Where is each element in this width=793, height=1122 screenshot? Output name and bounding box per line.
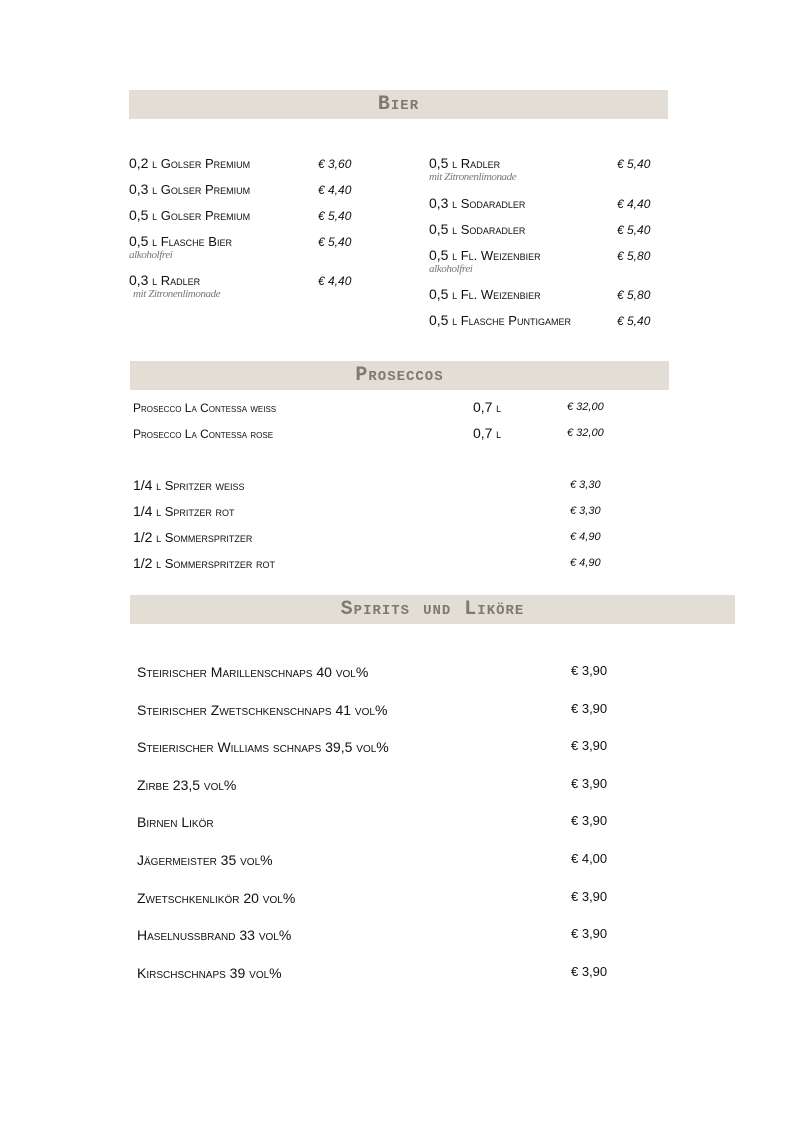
item-name: l Golser Premium [152, 208, 251, 223]
item-quantity: 0,5 [429, 247, 449, 263]
menu-item [129, 234, 232, 249]
item-quantity: 0,5 [129, 233, 149, 249]
item-name: l Spritzer weiß [156, 478, 245, 493]
menu-item [133, 530, 252, 545]
item-quantity: 0,2 [129, 155, 149, 171]
item-quantity: 1/4 [133, 477, 153, 493]
item-price: € 3,90 [571, 776, 608, 791]
item-price: € 5,80 [617, 249, 651, 263]
item-quantity: 1/4 [133, 503, 153, 519]
item-price: € 3,90 [571, 663, 608, 678]
menu-item: Zirbe 23,5 vol% [137, 777, 237, 793]
volume-number: 0,7 [473, 425, 493, 441]
item-name: l Sodaradler [452, 196, 526, 211]
volume-number: 0,7 [473, 399, 493, 415]
item-note: alkoholfrei [129, 249, 173, 261]
item-name: l Sodaradler [452, 222, 526, 237]
item-price: € 3,90 [571, 701, 608, 716]
menu-item [129, 156, 250, 171]
item-price: € 5,80 [617, 288, 651, 302]
menu-item: Zwetschkenlikör 20 vol% [137, 890, 296, 906]
item-price: € 5,40 [318, 209, 352, 223]
item-quantity: 1/2 [133, 555, 153, 571]
item-quantity: 0,5 [429, 221, 449, 237]
item-price: € 4,40 [617, 197, 651, 211]
menu-item [429, 196, 525, 211]
item-price: € 3,30 [570, 479, 601, 491]
item-name: l Radler [452, 156, 501, 171]
item-note: mit Zitronenlimonade [429, 171, 517, 183]
menu-item [129, 182, 250, 197]
volume-unit: l [496, 400, 502, 415]
menu-item [129, 273, 200, 288]
item-price: € 4,40 [318, 183, 352, 197]
item-price: € 3,60 [318, 157, 352, 171]
section-header-bier [129, 90, 668, 119]
item-name: l Flasche Bier [152, 234, 232, 249]
menu-item: Birnen Likör [137, 814, 214, 830]
item-quantity: 0,5 [429, 155, 449, 171]
item-name: l Golser Premium [152, 182, 251, 197]
item-price: € 32,00 [567, 401, 604, 413]
menu-item [429, 222, 525, 237]
section-title: Spirits und Liköre [340, 598, 525, 621]
item-price: € 3,90 [571, 926, 608, 941]
item-quantity: 0,5 [429, 312, 449, 328]
item-price: € 5,40 [617, 223, 651, 237]
item-price: € 4,40 [318, 274, 352, 288]
item-quantity: 0,3 [129, 181, 149, 197]
item-name: l Golser Premium [152, 156, 251, 171]
item-price: € 32,00 [567, 427, 604, 439]
item-price: € 4,90 [570, 531, 601, 543]
item-name: l Flasche Puntigamer [452, 313, 571, 328]
menu-item [133, 478, 245, 493]
menu-item: Steirischer Marillenschnaps 40 vol% [137, 664, 369, 680]
section-title: Proseccos [355, 364, 444, 387]
section-header-spirits [130, 595, 735, 624]
menu-item: Prosecco La Contessa rose [133, 427, 274, 441]
menu-item: Steirischer Zwetschkenschnaps 41 vol% [137, 702, 388, 718]
item-name: l Fl. Weizenbier [452, 287, 541, 302]
item-name: l Sommerspritzer rot [156, 556, 275, 571]
menu-item [429, 287, 541, 302]
item-quantity: 0,5 [129, 207, 149, 223]
section-header-proseccos [130, 361, 669, 390]
menu-item [133, 504, 235, 519]
item-note: alkoholfrei [429, 263, 473, 275]
section-title: Bier [377, 93, 420, 116]
item-price: € 5,40 [617, 314, 651, 328]
item-price: € 3,90 [571, 738, 608, 753]
item-price: € 4,00 [571, 851, 608, 866]
menu-item: Jägermeister 35 vol% [137, 852, 273, 868]
volume-unit: l [496, 426, 502, 441]
item-price: € 4,90 [570, 557, 601, 569]
item-quantity: 0,5 [429, 286, 449, 302]
item-name: l Spritzer rot [156, 504, 235, 519]
menu-item: Steierischer Williams schnaps 39,5 vol% [137, 739, 389, 755]
item-quantity: 1/2 [133, 529, 153, 545]
item-name: l Sommerspritzer [156, 530, 253, 545]
item-price: € 3,90 [571, 964, 608, 979]
menu-item [429, 248, 541, 263]
menu-item: Haselnussbrand 33 vol% [137, 927, 292, 943]
menu-item: Prosecco La Contessa weiß [133, 401, 277, 415]
menu-item: Kirschschnaps 39 vol% [137, 965, 282, 981]
menu-item [429, 156, 500, 171]
item-quantity: 0,3 [429, 195, 449, 211]
item-quantity: 0,3 [129, 272, 149, 288]
item-price: € 3,90 [571, 889, 608, 904]
item-price: € 5,40 [617, 157, 651, 171]
menu-item [133, 556, 275, 571]
item-price: € 5,40 [318, 235, 352, 249]
menu-item [429, 313, 571, 328]
item-note: mit Zitronenlimonade [133, 288, 221, 300]
item-volume [473, 400, 501, 415]
item-volume [473, 426, 501, 441]
menu-item [129, 208, 250, 223]
item-price: € 3,30 [570, 505, 601, 517]
item-name: l Radler [152, 273, 201, 288]
item-price: € 3,90 [571, 813, 608, 828]
item-name: l Fl. Weizenbier [452, 248, 541, 263]
